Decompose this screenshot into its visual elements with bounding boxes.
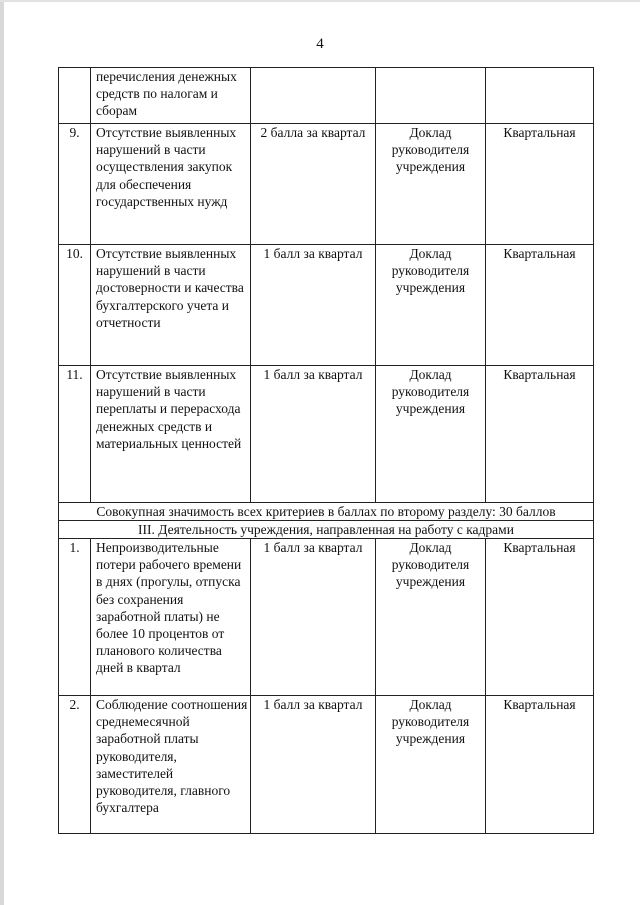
criterion-periodicity: Квартальная — [486, 366, 594, 503]
page-number: 4 — [316, 36, 324, 52]
criterion-source: Доклад руководителя учреждения — [376, 245, 486, 366]
table-row — [59, 696, 594, 834]
section-3-heading: III. Деятельность учреждения, направленная на работу с кадрами — [59, 521, 594, 539]
criterion-points: 1 балл за квартал — [251, 696, 376, 834]
criterion-points: 2 балла за квартал — [251, 124, 376, 245]
criterion-periodicity: Квартальная — [486, 245, 594, 366]
criterion-source: Доклад руководителя учреждения — [376, 124, 486, 245]
criterion-source: Доклад руководителя учреждения — [376, 366, 486, 503]
section-2-total: Совокупная значимость всех критериев в баллах по второму разделу: 30 баллов — [59, 503, 594, 521]
table-row — [59, 245, 594, 366]
table-row — [59, 366, 594, 503]
table-row-continued — [59, 68, 594, 124]
criterion-periodicity: Квартальная — [486, 696, 594, 834]
criterion-name: Отсутствие выявленных нарушений в части переплаты и перерасхода денежных средств и материальных ценностей — [91, 366, 251, 503]
row-number: 9. — [59, 124, 91, 245]
criterion-source: Доклад руководителя учреждения — [376, 696, 486, 834]
criterion-source — [376, 68, 486, 124]
scan-edge-left — [0, 0, 4, 905]
criterion-name: перечисления денежных средств по налогам и сборам — [91, 68, 251, 124]
row-number: 2. — [59, 696, 91, 834]
criterion-periodicity — [486, 68, 594, 124]
criterion-points: 1 балл за квартал — [251, 366, 376, 503]
scan-edge-top — [0, 0, 640, 2]
criterion-name: Отсутствие выявленных нарушений в части осуществления закупок для обеспечения государственных нужд — [91, 124, 251, 245]
criterion-periodicity: Квартальная — [486, 539, 594, 696]
criterion-points — [251, 68, 376, 124]
criterion-name: Соблюдение соотношения среднемесячной заработной платы руководителя, заместителей руководителя, главного бухгалтера — [91, 696, 251, 834]
table-row — [59, 124, 594, 245]
criterion-points: 1 балл за квартал — [251, 245, 376, 366]
criterion-periodicity: Квартальная — [486, 124, 594, 245]
criterion-name: Отсутствие выявленных нарушений в части достоверности и качества бухгалтерского учета и отчетности — [91, 245, 251, 366]
criterion-name: Непроизводительные потери рабочего времени в днях (прогулы, отпуска без сохранения заработной платы) не более 10 процентов от планового количества дней в квартал — [91, 539, 251, 696]
criteria-table — [58, 67, 594, 834]
table-row — [59, 539, 594, 696]
row-number — [59, 68, 91, 124]
section-heading-row — [59, 521, 594, 539]
row-number: 1. — [59, 539, 91, 696]
row-number: 10. — [59, 245, 91, 366]
row-number: 11. — [59, 366, 91, 503]
criterion-points: 1 балл за квартал — [251, 539, 376, 696]
section-summary-row — [59, 503, 594, 521]
criterion-source: Доклад руководителя учреждения — [376, 539, 486, 696]
